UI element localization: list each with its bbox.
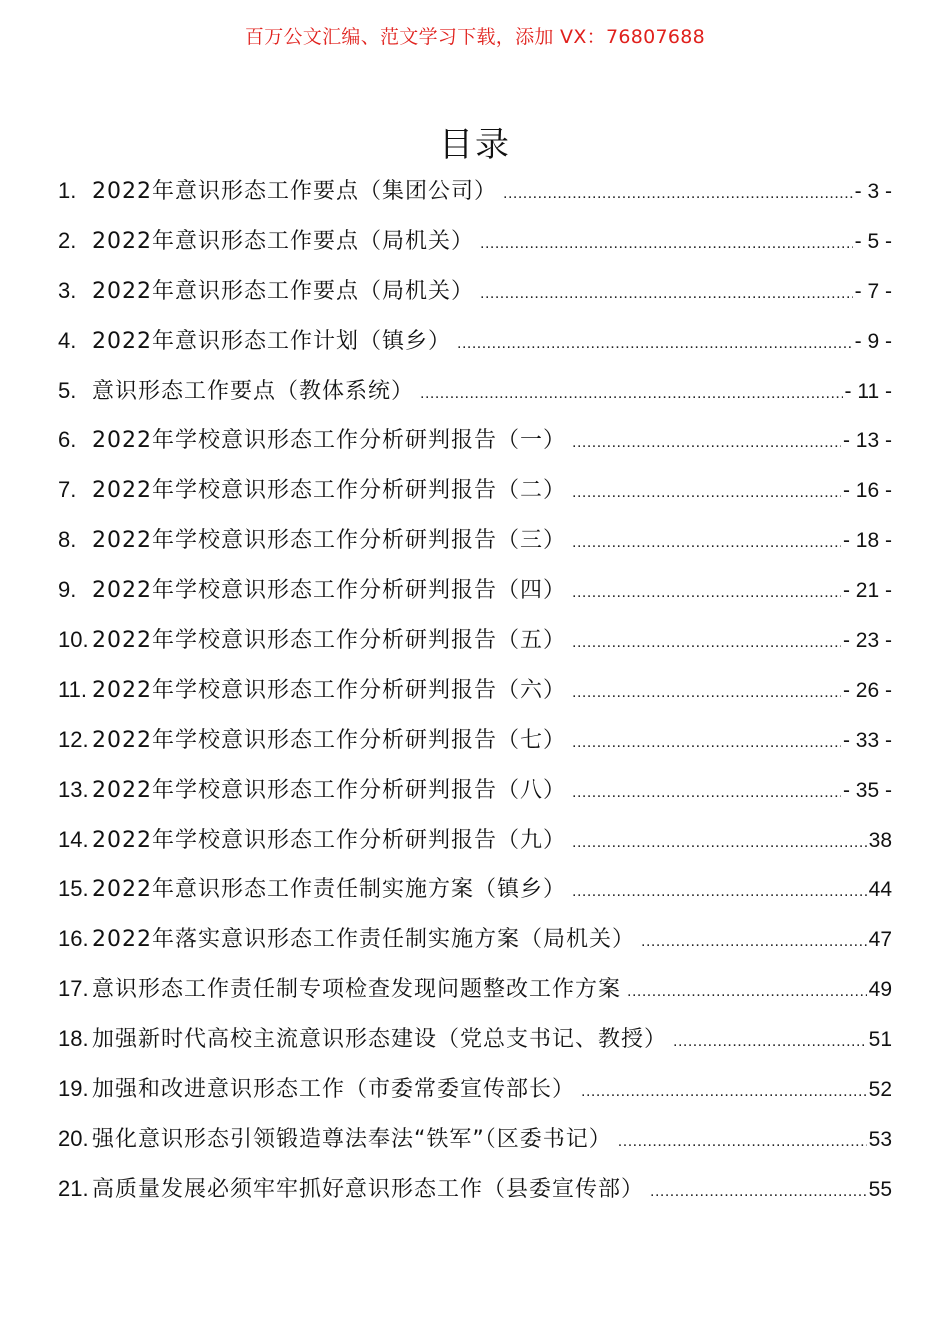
toc-entry-6[interactable] [58,415,892,465]
toc-entry-number: 11. [58,676,87,702]
toc-entry-title: 2022年意识形态工作要点（局机关） [92,228,474,254]
toc-entry-number: 20. [58,1125,89,1151]
dot-leader [618,1117,867,1164]
table-of-contents [58,166,892,1214]
toc-entry-page: - 7 - [854,279,892,303]
toc-entry-number: 10. [58,627,89,653]
toc-entry-page: - 21 - [842,579,892,603]
toc-entry-number: 5. [58,377,77,403]
toc-entry-page: - 23 - [842,629,892,653]
toc-entry-page: - 5 - [854,229,892,253]
toc-entry-number: 2. [58,227,77,253]
toc-entry-8[interactable] [58,515,892,565]
toc-entry-9[interactable] [58,565,892,615]
header-banner: 百万公文汇编、范文学习下载，添加 VX：76807688 [244,26,706,48]
dot-leader [420,369,843,416]
toc-entry-page: - 35 - [842,778,892,802]
dot-leader [572,618,841,665]
toc-entry-title: 2022年意识形态工作要点（局机关） [92,278,474,304]
toc-entry-title: 高质量发展必须牢牢抓好意识形态工作（县委宣传部） [92,1176,645,1202]
dot-leader [480,219,853,266]
page-title: 目录 [439,124,511,165]
toc-entry-13[interactable] [58,765,892,815]
toc-entry-number: 13. [58,776,89,802]
toc-entry-page: - 18 - [842,529,892,553]
toc-entry-title: 2022年学校意识形态工作分析研判报告（五） [92,628,566,654]
dot-leader [572,768,841,815]
toc-entry-title: 2022年学校意识形态工作分析研判报告（二） [92,478,566,504]
toc-entry-number: 15. [58,876,89,902]
toc-entry-number: 14. [58,826,89,852]
dot-leader [572,468,841,515]
dot-leader [457,319,853,366]
toc-entry-11[interactable] [58,665,892,715]
dot-leader [572,568,841,615]
toc-entry-number: 19. [58,1076,89,1102]
toc-entry-number: 16. [58,926,89,952]
toc-entry-title: 意识形态工作责任制专项检查发现问题整改工作方案 [92,977,622,1003]
toc-entry-17[interactable] [58,964,892,1014]
toc-entry-18[interactable] [58,1014,892,1064]
toc-entry-7[interactable] [58,465,892,515]
toc-entry-title: 强化意识形态引领锻造尊法奉法“铁军”（区委书记） [92,1126,612,1152]
dot-leader [572,867,867,914]
toc-entry-number: 6. [58,427,77,453]
toc-entry-number: 3. [58,277,77,303]
toc-entry-page: 53 [868,1127,892,1151]
toc-entry-title: 加强和改进意识形态工作（市委常委宣传部长） [92,1077,576,1103]
toc-entry-page: 44 [868,878,892,902]
toc-entry-number: 17. [58,976,89,1002]
toc-entry-20[interactable] [58,1114,892,1164]
toc-entry-number: 8. [58,527,77,553]
toc-entry-page: - 33 - [842,728,892,752]
toc-entry-title: 2022年学校意识形态工作分析研判报告（九） [92,827,566,853]
toc-entry-page: - 13 - [842,429,892,453]
dot-leader [572,518,841,565]
toc-entry-page: - 9 - [854,329,892,353]
dot-leader [572,818,867,865]
toc-entry-3[interactable] [58,266,892,316]
toc-entry-number: 21. [58,1175,89,1201]
toc-entry-title: 加强新时代高校主流意识形态建设（党总支书记、教授） [92,1027,668,1053]
toc-entry-4[interactable] [58,316,892,366]
toc-entry-title: 2022年意识形态工作计划（镇乡） [92,328,451,354]
toc-entry-15[interactable] [58,864,892,914]
dot-leader [627,967,867,1014]
dot-leader [572,418,841,465]
toc-entry-page: 47 [868,928,892,952]
dot-leader [673,1017,867,1064]
toc-entry-number: 18. [58,1026,89,1052]
toc-entry-page: 49 [868,978,892,1002]
toc-entry-2[interactable] [58,216,892,266]
toc-entry-title: 2022年学校意识形态工作分析研判报告（六） [92,677,566,703]
toc-entry-14[interactable] [58,815,892,865]
toc-entry-title: 2022年学校意识形态工作分析研判报告（一） [92,428,566,454]
toc-entry-page: - 26 - [842,678,892,702]
dot-leader [480,269,853,316]
toc-entry-title: 2022年落实意识形态工作责任制实施方案（局机关） [92,927,635,953]
toc-entry-title: 2022年学校意识形态工作分析研判报告（四） [92,578,566,604]
toc-entry-page: - 11 - [844,379,892,403]
toc-entry-title: 2022年学校意识形态工作分析研判报告（七） [92,727,566,753]
dot-leader [650,1167,867,1214]
dot-leader [572,668,841,715]
toc-entry-page: 51 [868,1028,892,1052]
toc-entry-page: - 16 - [842,479,892,503]
toc-entry-title: 2022年意识形态工作责任制实施方案（镇乡） [92,877,566,903]
toc-entry-number: 4. [58,327,77,353]
toc-entry-title: 2022年学校意识形态工作分析研判报告（三） [92,528,566,554]
toc-entry-title: 意识形态工作要点（教体系统） [92,378,415,404]
toc-entry-number: 1. [58,178,77,203]
toc-entry-number: 9. [58,577,77,603]
dot-leader [641,917,867,964]
toc-entry-title: 2022年学校意识形态工作分析研判报告（八） [92,777,566,803]
toc-entry-5[interactable] [58,366,892,416]
toc-entry-page: - 3 - [854,180,892,203]
toc-entry-19[interactable] [58,1064,892,1114]
toc-entry-page: 55 [868,1177,892,1201]
toc-entry-number: 12. [58,726,89,752]
dot-leader [572,718,841,765]
toc-entry-10[interactable] [58,615,892,665]
toc-entry-21[interactable] [58,1164,892,1214]
toc-entry-16[interactable] [58,914,892,964]
toc-entry-12[interactable] [58,715,892,765]
toc-entry-1[interactable] [58,166,892,216]
dot-leader [581,1067,867,1114]
toc-entry-number: 7. [58,477,77,503]
dot-leader [503,169,853,216]
toc-entry-title: 2022年意识形态工作要点（集团公司） [92,179,497,204]
toc-entry-page: 52 [868,1078,892,1102]
toc-entry-page: 38 [868,828,892,852]
